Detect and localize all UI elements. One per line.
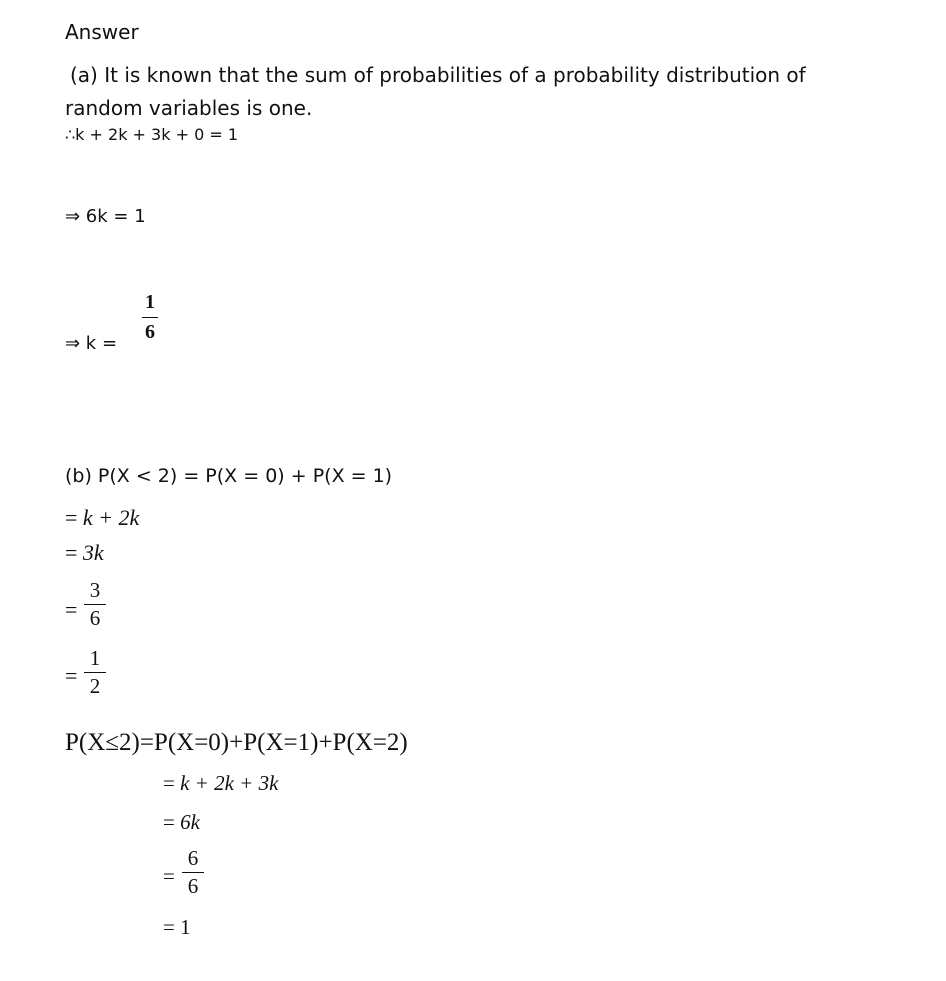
fraction-bar	[142, 317, 158, 318]
fraction-bar	[182, 872, 204, 873]
part-a-equation-1: ∴k + 2k + 3k + 0 = 1	[65, 125, 239, 144]
part-b-fraction-2	[84, 648, 106, 697]
part-a-intro-line2: random variables is one.	[65, 96, 313, 120]
part-b-fraction-1	[84, 580, 106, 629]
fraction-denominator: 6	[145, 321, 155, 343]
part-c-equation-1: P(X≤2)=P(X=0)+P(X=1)+P(X=2)	[65, 729, 408, 756]
part-b-equation-1: (b) P(X < 2) = P(X = 0) + P(X = 1)	[65, 465, 393, 487]
equals-sign: =	[65, 505, 78, 530]
fraction-denominator: 6	[89, 606, 101, 630]
fraction-numerator: 3	[89, 578, 101, 602]
part-a-equation-2: ⇒ 6k = 1	[65, 206, 146, 227]
equals-sign: =	[163, 771, 175, 795]
part-b-equation-4-eq: =	[65, 597, 78, 622]
fraction-numerator: 1	[89, 646, 101, 670]
part-c-equation-5: = 1	[163, 915, 191, 939]
answer-heading: Answer	[65, 20, 139, 44]
part-c-equation-4-eq: =	[163, 864, 175, 888]
part-c-equation-3	[163, 810, 200, 835]
fraction-denominator: 2	[89, 674, 101, 698]
equals-sign: =	[163, 810, 175, 834]
part-c-equation-2	[163, 771, 278, 796]
expression: 6k	[180, 810, 200, 834]
expression: k + 2k + 3k	[180, 771, 279, 795]
part-b-equation-2	[65, 505, 139, 531]
part-a-intro-line1: (a) It is known that the sum of probabilities of a probability distribution of	[70, 63, 806, 87]
equals-sign: =	[65, 540, 78, 565]
fraction-numerator: 1	[145, 291, 155, 313]
expression: k + 2k	[82, 505, 140, 530]
part-a-fraction	[140, 292, 160, 342]
part-c-fraction	[182, 848, 204, 897]
part-b-equation-3	[65, 540, 104, 566]
expression: 3k	[82, 540, 104, 565]
fraction-denominator: 6	[187, 874, 199, 898]
fraction-bar	[84, 672, 106, 673]
fraction-bar	[84, 604, 106, 605]
part-b-equation-5-eq: =	[65, 663, 78, 688]
part-a-equation-3-lhs: ⇒ k =	[65, 333, 118, 354]
fraction-numerator: 6	[187, 846, 199, 870]
